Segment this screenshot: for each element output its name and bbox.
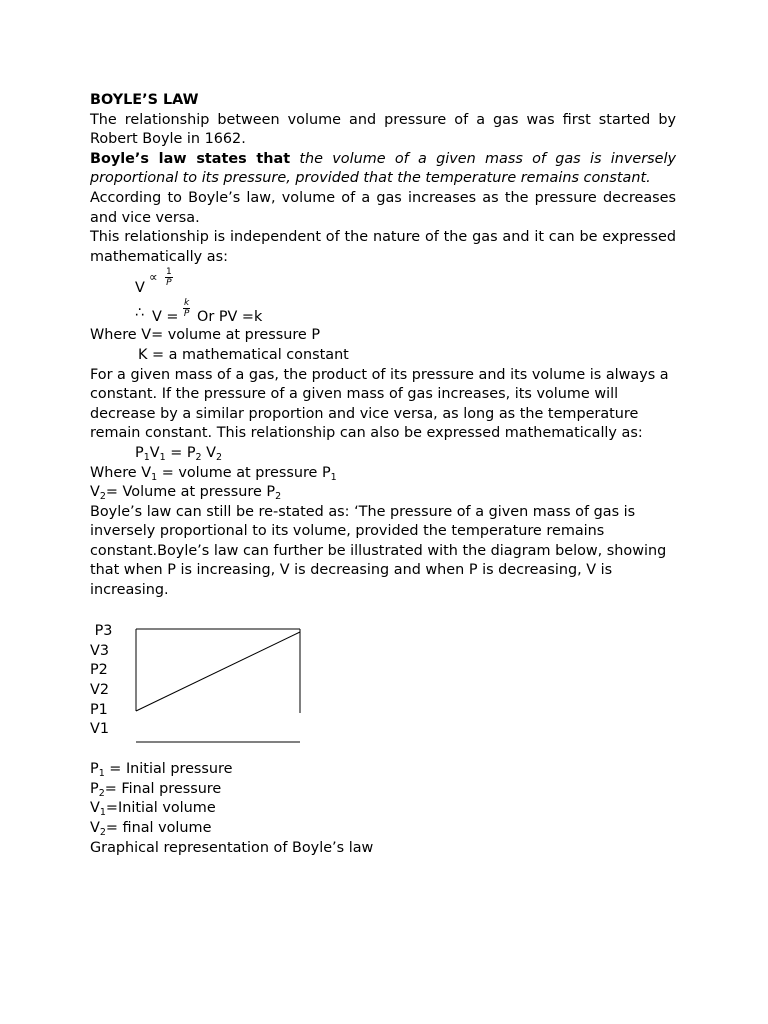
label-p2: P2 bbox=[90, 662, 108, 679]
fraction-one-over-p bbox=[165, 267, 173, 288]
formula-or-pv: Or PV =k bbox=[197, 309, 263, 326]
proportional-symbol: ∝ bbox=[149, 270, 158, 285]
law-statement-lead: Boyle’s law states that bbox=[90, 150, 291, 167]
fraction-denominator: P bbox=[166, 278, 172, 289]
label-p1: P1 bbox=[90, 701, 108, 718]
fraction-denominator: P bbox=[183, 309, 190, 320]
graph-diagonal-line bbox=[136, 632, 300, 711]
where-v1-line: Where $V_1$ = volume at pressure $P_1$ bbox=[90, 464, 337, 483]
legend-p2: $P_2=$ Final pressure bbox=[90, 780, 222, 799]
graph-drawing bbox=[134, 620, 304, 745]
legend-v2: $V_2=$ final volume bbox=[90, 820, 212, 839]
legend-p1: $P_1$ = Initial pressure bbox=[90, 761, 233, 780]
fraction-numerator: 1 bbox=[166, 267, 172, 278]
independent-paragraph: This relationship is independent of the nature of the gas and it can be expressed mathematically as: bbox=[90, 229, 676, 265]
page-title: BOYLE’S LAW bbox=[90, 92, 199, 108]
graph-caption: Graphical representation of Boyle’s law bbox=[90, 839, 374, 856]
graph-axis-labels bbox=[90, 622, 112, 740]
label-p3: P3 bbox=[90, 623, 113, 640]
label-v2: V2 bbox=[90, 682, 110, 699]
label-v1: V1 bbox=[90, 721, 110, 738]
formula-v: V bbox=[135, 280, 145, 297]
formula-v-equals: V = bbox=[152, 309, 179, 326]
formula-proportional bbox=[90, 267, 676, 305]
restated-paragraph: Boyle’s law can still be re-stated as: ‘The pressure of a given mass of gas is inversely proportional to its volume, provided the temperature remains constant.Boyle’s law can further be illustrated with the diagram below, showing that when P is increasing, V is decreasing and when P is decreasing, V is increasing. bbox=[90, 503, 667, 599]
v2-line: $V_2=$ Volume at pressure $P_2$ bbox=[90, 484, 282, 503]
according-paragraph: According to Boyle’s law, volume of a gas increases as the pressure decreases and vice versa. bbox=[90, 189, 676, 226]
therefore-symbol: ∴ bbox=[135, 305, 145, 322]
where-k-line: K = a mathematical constant bbox=[138, 346, 349, 363]
product-paragraph: For a given mass of a gas, the product of its pressure and its volume is always a constant. If the pressure of a given mass of gas increases, its volume will decrease by a similar proportion and vice versa, as long as the temperature remain constant. This relationship can also be expressed mathematically as: bbox=[90, 366, 669, 442]
label-v3: V3 bbox=[90, 642, 110, 659]
formula-p1v1-p2v2: $P_1V_1 = P_2$ $V_2$ bbox=[135, 444, 223, 463]
legend-v1: $V_1=Initial$ volume bbox=[90, 800, 216, 819]
fraction-k-over-p bbox=[183, 298, 190, 319]
where-v-line: Where V= volume at pressure P bbox=[90, 327, 321, 344]
intro-paragraph: The relationship between volume and pressure of a gas was first started by Robert Boyle in 1662. bbox=[90, 111, 676, 148]
boyle-graph bbox=[90, 620, 676, 760]
fraction-numerator: k bbox=[184, 298, 190, 309]
formula-constant bbox=[90, 298, 676, 326]
law-statement bbox=[90, 150, 676, 189]
law-statement-text: the volume of a given mass of gas is inversely proportional to its pressure, provided that the temperature remains constant. bbox=[90, 150, 676, 187]
document-body bbox=[90, 91, 676, 858]
